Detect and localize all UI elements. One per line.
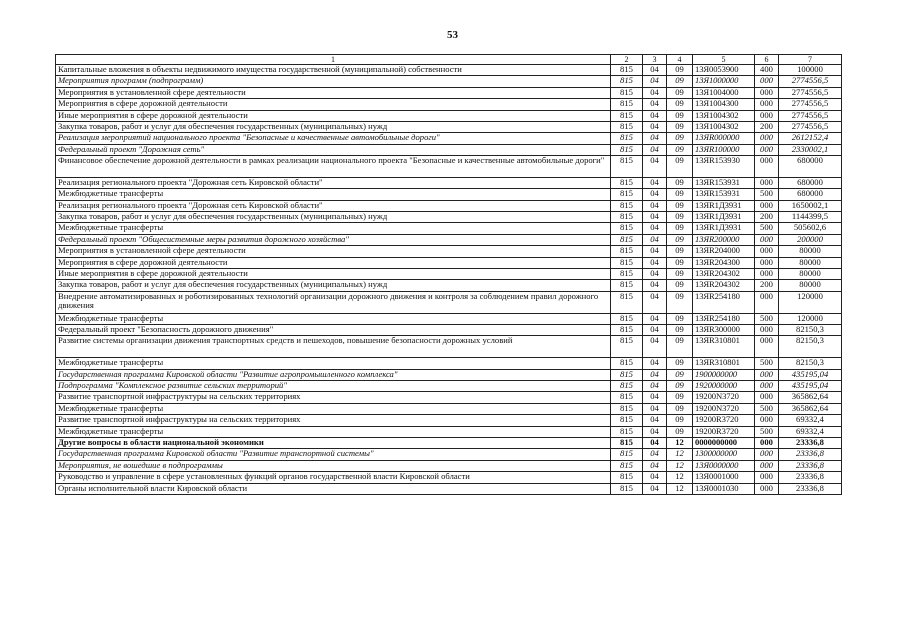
subsection-code-cell: 09 (667, 291, 693, 313)
subsection-code-cell: 09 (667, 200, 693, 211)
table-row (56, 212, 842, 223)
expense-type-cell: 000 (755, 269, 779, 280)
row-name-cell: Межбюджетные трансферты (56, 358, 611, 369)
target-article-cell: 13ЯR153931 (693, 189, 755, 200)
ministry-code-cell: 815 (611, 189, 643, 200)
target-article-cell: 13ЯR204300 (693, 257, 755, 268)
header-cell: 7 (779, 55, 842, 65)
subsection-code-cell: 12 (667, 472, 693, 483)
amount-cell: 1650002,1 (779, 200, 842, 211)
expense-type-cell: 000 (755, 483, 779, 494)
table-row (56, 144, 842, 155)
subsection-code-cell: 09 (667, 403, 693, 414)
target-article-cell: 13ЯR204302 (693, 280, 755, 291)
amount-cell: 435195,04 (779, 369, 842, 380)
target-article-cell: 13ЯR300000 (693, 325, 755, 336)
table-row (56, 280, 842, 291)
subsection-code-cell: 09 (667, 392, 693, 403)
amount-cell: 680000 (779, 189, 842, 200)
target-article-cell: 19200N3720 (693, 392, 755, 403)
table-row (56, 426, 842, 437)
amount-cell: 23336,8 (779, 472, 842, 483)
section-code-cell: 04 (643, 133, 667, 144)
expense-type-cell: 000 (755, 156, 779, 178)
ministry-code-cell: 815 (611, 449, 643, 460)
amount-cell: 82150,3 (779, 358, 842, 369)
expense-type-cell: 000 (755, 392, 779, 403)
subsection-code-cell: 12 (667, 437, 693, 448)
table-row (56, 336, 842, 358)
row-name-cell: Иные мероприятия в сфере дорожной деятельности (56, 110, 611, 121)
target-article-cell: 19200R3720 (693, 415, 755, 426)
ministry-code-cell: 815 (611, 392, 643, 403)
expense-type-cell: 000 (755, 234, 779, 245)
expense-type-cell: 000 (755, 87, 779, 98)
target-article-cell: 13Я0053900 (693, 65, 755, 76)
expense-type-cell: 200 (755, 280, 779, 291)
ministry-code-cell: 815 (611, 483, 643, 494)
row-name-cell: Капитальные вложения в объекты недвижимого имущества государственной (муниципальной) собственности (56, 65, 611, 76)
target-article-cell: 13ЯR1Д3931 (693, 212, 755, 223)
target-article-cell: 13Я0001000 (693, 472, 755, 483)
subsection-code-cell: 09 (667, 426, 693, 437)
section-code-cell: 04 (643, 87, 667, 98)
ministry-code-cell: 815 (611, 234, 643, 245)
target-article-cell: 13ЯR153930 (693, 156, 755, 178)
table-row (56, 392, 842, 403)
ministry-code-cell: 815 (611, 76, 643, 87)
section-code-cell: 04 (643, 156, 667, 178)
table-row (56, 76, 842, 87)
subsection-code-cell: 09 (667, 76, 693, 87)
subsection-code-cell: 09 (667, 223, 693, 234)
row-name-cell: Межбюджетные трансферты (56, 223, 611, 234)
ministry-code-cell: 815 (611, 313, 643, 324)
target-article-cell: 13ЯR153931 (693, 177, 755, 188)
row-name-cell: Реализация регионального проекта "Дорожная сеть Кировской области" (56, 200, 611, 211)
subsection-code-cell: 09 (667, 313, 693, 324)
target-article-cell: 13Я1000000 (693, 76, 755, 87)
table-row (56, 269, 842, 280)
header-cell: 4 (667, 55, 693, 65)
amount-cell: 680000 (779, 156, 842, 178)
table-row (56, 460, 842, 471)
row-name-cell: Межбюджетные трансферты (56, 426, 611, 437)
row-name-cell: Мероприятия в установленной сфере деятельности (56, 87, 611, 98)
subsection-code-cell: 09 (667, 358, 693, 369)
target-article-cell: 13Я0000000 (693, 460, 755, 471)
expense-type-cell: 000 (755, 177, 779, 188)
section-code-cell: 04 (643, 415, 667, 426)
ministry-code-cell: 815 (611, 257, 643, 268)
expense-type-cell: 000 (755, 380, 779, 391)
expense-type-cell: 000 (755, 133, 779, 144)
table-row (56, 156, 842, 178)
section-code-cell: 04 (643, 257, 667, 268)
ministry-code-cell: 815 (611, 437, 643, 448)
table-row (56, 246, 842, 257)
amount-cell: 435195,04 (779, 380, 842, 391)
table-row (56, 65, 842, 76)
subsection-code-cell: 09 (667, 257, 693, 268)
page-number: 53 (447, 29, 458, 41)
subsection-code-cell: 09 (667, 380, 693, 391)
amount-cell: 2774556,5 (779, 99, 842, 110)
subsection-code-cell: 09 (667, 234, 693, 245)
table-row (56, 87, 842, 98)
row-name-cell: Руководство и управление в сфере установленных функций органов государственной власти Кировской области (56, 472, 611, 483)
expense-type-cell: 000 (755, 449, 779, 460)
target-article-cell: 1900000000 (693, 369, 755, 380)
section-code-cell: 04 (643, 437, 667, 448)
header-cell: 6 (755, 55, 779, 65)
ministry-code-cell: 815 (611, 212, 643, 223)
table-row (56, 358, 842, 369)
subsection-code-cell: 09 (667, 369, 693, 380)
section-code-cell: 04 (643, 110, 667, 121)
section-code-cell: 04 (643, 449, 667, 460)
expense-type-cell: 000 (755, 76, 779, 87)
ministry-code-cell: 815 (611, 121, 643, 132)
row-name-cell: Государственная программа Кировской области "Развитие агропромышленного комплекса" (56, 369, 611, 380)
target-article-cell: 13ЯR1Д3931 (693, 223, 755, 234)
ministry-code-cell: 815 (611, 269, 643, 280)
row-name-cell: Органы исполнительной власти Кировской области (56, 483, 611, 494)
ministry-code-cell: 815 (611, 156, 643, 178)
header-cell: 5 (693, 55, 755, 65)
table-row (56, 110, 842, 121)
section-code-cell: 04 (643, 99, 667, 110)
expense-type-cell: 000 (755, 257, 779, 268)
header-cell: 1 (56, 55, 611, 65)
amount-cell: 680000 (779, 177, 842, 188)
section-code-cell: 04 (643, 392, 667, 403)
ministry-code-cell: 815 (611, 177, 643, 188)
table-row (56, 437, 842, 448)
ministry-code-cell: 815 (611, 415, 643, 426)
subsection-code-cell: 09 (667, 133, 693, 144)
table-row (56, 403, 842, 414)
section-code-cell: 04 (643, 223, 667, 234)
table-row (56, 99, 842, 110)
subsection-code-cell: 12 (667, 483, 693, 494)
table-row (56, 189, 842, 200)
row-name-cell: Иные мероприятия в сфере дорожной деятельности (56, 269, 611, 280)
amount-cell: 2774556,5 (779, 87, 842, 98)
amount-cell: 505602,6 (779, 223, 842, 234)
expense-type-cell: 500 (755, 426, 779, 437)
ministry-code-cell: 815 (611, 336, 643, 358)
expense-type-cell: 000 (755, 200, 779, 211)
expense-type-cell: 400 (755, 65, 779, 76)
target-article-cell: 13ЯR310801 (693, 336, 755, 358)
target-article-cell: 13ЯR1Д3931 (693, 200, 755, 211)
ministry-code-cell: 815 (611, 403, 643, 414)
subsection-code-cell: 09 (667, 87, 693, 98)
subsection-code-cell: 09 (667, 177, 693, 188)
table-row (56, 200, 842, 211)
amount-cell: 365862,64 (779, 392, 842, 403)
table-row (56, 223, 842, 234)
section-code-cell: 04 (643, 358, 667, 369)
subsection-code-cell: 09 (667, 121, 693, 132)
expense-type-cell: 000 (755, 369, 779, 380)
subsection-code-cell: 09 (667, 156, 693, 178)
ministry-code-cell: 815 (611, 65, 643, 76)
expense-type-cell: 000 (755, 291, 779, 313)
amount-cell: 2774556,5 (779, 110, 842, 121)
section-code-cell: 04 (643, 65, 667, 76)
expense-type-cell: 000 (755, 472, 779, 483)
expense-type-cell: 500 (755, 358, 779, 369)
section-code-cell: 04 (643, 325, 667, 336)
ministry-code-cell: 815 (611, 144, 643, 155)
subsection-code-cell: 09 (667, 65, 693, 76)
expense-type-cell: 200 (755, 212, 779, 223)
target-article-cell: 13ЯR100000 (693, 144, 755, 155)
amount-cell: 2612152,4 (779, 133, 842, 144)
row-name-cell: Развитие системы организации движения транспортных средств и пешеходов, повышение безопасности дорожных условий (56, 336, 611, 358)
row-name-cell: Мероприятия, не вошедшие в подпрограммы (56, 460, 611, 471)
subsection-code-cell: 09 (667, 189, 693, 200)
amount-cell: 80000 (779, 280, 842, 291)
table-row (56, 291, 842, 313)
target-article-cell: 19200N3720 (693, 403, 755, 414)
table-row (56, 483, 842, 494)
section-code-cell: 04 (643, 460, 667, 471)
ministry-code-cell: 815 (611, 380, 643, 391)
target-article-cell: 13Я1004302 (693, 121, 755, 132)
target-article-cell: 13Я1004000 (693, 87, 755, 98)
amount-cell: 69332,4 (779, 426, 842, 437)
row-name-cell: Федеральный проект "Общесистемные меры развития дорожного хозяйства" (56, 234, 611, 245)
expense-type-cell: 200 (755, 121, 779, 132)
expense-type-cell: 500 (755, 223, 779, 234)
expense-type-cell: 500 (755, 313, 779, 324)
row-name-cell: Мероприятия в сфере дорожной деятельности (56, 257, 611, 268)
table-row (56, 257, 842, 268)
amount-cell: 80000 (779, 246, 842, 257)
target-article-cell: 1920000000 (693, 380, 755, 391)
row-name-cell: Федеральный проект "Дорожная сеть" (56, 144, 611, 155)
amount-cell: 120000 (779, 291, 842, 313)
budget-table (55, 54, 842, 495)
amount-cell: 80000 (779, 269, 842, 280)
expense-type-cell: 000 (755, 246, 779, 257)
ministry-code-cell: 815 (611, 99, 643, 110)
row-name-cell: Закупка товаров, работ и услуг для обеспечения государственных (муниципальных) нужд (56, 212, 611, 223)
section-code-cell: 04 (643, 426, 667, 437)
table-row (56, 369, 842, 380)
section-code-cell: 04 (643, 212, 667, 223)
section-code-cell: 04 (643, 336, 667, 358)
amount-cell: 1144399,5 (779, 212, 842, 223)
row-name-cell: Финансовое обеспечение дорожной деятельности в рамках реализации национального проекта "Безопасные и качественные автомобильные дороги" (56, 156, 611, 178)
target-article-cell: 0000000000 (693, 437, 755, 448)
ministry-code-cell: 815 (611, 460, 643, 471)
target-article-cell: 13Я1004302 (693, 110, 755, 121)
target-article-cell: 19200R3720 (693, 426, 755, 437)
row-name-cell: Мероприятия программ (подпрограмм) (56, 76, 611, 87)
table-row (56, 380, 842, 391)
row-name-cell: Федеральный проект "Безопасность дорожного движения" (56, 325, 611, 336)
subsection-code-cell: 09 (667, 144, 693, 155)
ministry-code-cell: 815 (611, 246, 643, 257)
target-article-cell: 13ЯR204302 (693, 269, 755, 280)
subsection-code-cell: 09 (667, 212, 693, 223)
amount-cell: 200000 (779, 234, 842, 245)
section-code-cell: 04 (643, 234, 667, 245)
header-cell: 2 (611, 55, 643, 65)
expense-type-cell: 500 (755, 403, 779, 414)
section-code-cell: 04 (643, 403, 667, 414)
section-code-cell: 04 (643, 291, 667, 313)
target-article-cell: 13ЯR310801 (693, 358, 755, 369)
section-code-cell: 04 (643, 369, 667, 380)
section-code-cell: 04 (643, 200, 667, 211)
subsection-code-cell: 12 (667, 449, 693, 460)
section-code-cell: 04 (643, 189, 667, 200)
amount-cell: 23336,8 (779, 483, 842, 494)
ministry-code-cell: 815 (611, 291, 643, 313)
table-row (56, 313, 842, 324)
section-code-cell: 04 (643, 144, 667, 155)
expense-type-cell: 500 (755, 189, 779, 200)
amount-cell: 23336,8 (779, 449, 842, 460)
row-name-cell: Мероприятия в установленной сфере деятельности (56, 246, 611, 257)
row-name-cell: Внедрение автоматизированных и роботизированных технологий организации дорожного движения и контроля за соблюдением правил дорожного движения (56, 291, 611, 313)
subsection-code-cell: 09 (667, 246, 693, 257)
ministry-code-cell: 815 (611, 369, 643, 380)
amount-cell: 82150,3 (779, 336, 842, 358)
row-name-cell: Мероприятия в сфере дорожной деятельности (56, 99, 611, 110)
expense-type-cell: 000 (755, 144, 779, 155)
target-article-cell: 13ЯR254180 (693, 313, 755, 324)
ministry-code-cell: 815 (611, 280, 643, 291)
section-code-cell: 04 (643, 380, 667, 391)
amount-cell: 120000 (779, 313, 842, 324)
ministry-code-cell: 815 (611, 87, 643, 98)
target-article-cell: 13ЯR200000 (693, 234, 755, 245)
table-row (56, 472, 842, 483)
subsection-code-cell: 09 (667, 280, 693, 291)
row-name-cell: Подпрограмма "Комплексное развитие сельских территорий" (56, 380, 611, 391)
ministry-code-cell: 815 (611, 426, 643, 437)
amount-cell: 82150,3 (779, 325, 842, 336)
subsection-code-cell: 09 (667, 110, 693, 121)
row-name-cell: Развитие транспортной инфраструктуры на сельских территориях (56, 415, 611, 426)
subsection-code-cell: 09 (667, 269, 693, 280)
table-row (56, 121, 842, 132)
amount-cell: 2774556,5 (779, 76, 842, 87)
section-code-cell: 04 (643, 76, 667, 87)
table-row (56, 177, 842, 188)
expense-type-cell: 000 (755, 99, 779, 110)
expense-type-cell: 000 (755, 110, 779, 121)
subsection-code-cell: 09 (667, 325, 693, 336)
section-code-cell: 04 (643, 472, 667, 483)
row-name-cell: Межбюджетные трансферты (56, 189, 611, 200)
expense-type-cell: 000 (755, 460, 779, 471)
ministry-code-cell: 815 (611, 358, 643, 369)
amount-cell: 365862,64 (779, 403, 842, 414)
row-name-cell: Реализация мероприятий национального проекта "Безопасные и качественные автомобильные дороги" (56, 133, 611, 144)
row-name-cell: Другие вопросы в области национальной экономики (56, 437, 611, 448)
target-article-cell: 1300000000 (693, 449, 755, 460)
amount-cell: 23336,8 (779, 460, 842, 471)
target-article-cell: 13Я1004300 (693, 99, 755, 110)
row-name-cell: Закупка товаров, работ и услуг для обеспечения государственных (муниципальных) нужд (56, 121, 611, 132)
section-code-cell: 04 (643, 269, 667, 280)
table-row (56, 133, 842, 144)
row-name-cell: Развитие транспортной инфраструктуры на сельских территориях (56, 392, 611, 403)
target-article-cell: 13ЯR000000 (693, 133, 755, 144)
table-row (56, 234, 842, 245)
row-name-cell: Закупка товаров, работ и услуг для обеспечения государственных (муниципальных) нужд (56, 280, 611, 291)
subsection-code-cell: 09 (667, 415, 693, 426)
expense-type-cell: 000 (755, 415, 779, 426)
row-name-cell: Государственная программа Кировской области "Развитие транспортной системы" (56, 449, 611, 460)
table-row (56, 415, 842, 426)
amount-cell: 69332,4 (779, 415, 842, 426)
ministry-code-cell: 815 (611, 200, 643, 211)
amount-cell: 2330002,1 (779, 144, 842, 155)
amount-cell: 23336,8 (779, 437, 842, 448)
amount-cell: 80000 (779, 257, 842, 268)
target-article-cell: 13ЯR204000 (693, 246, 755, 257)
header-row (56, 55, 842, 65)
section-code-cell: 04 (643, 313, 667, 324)
amount-cell: 2774556,5 (779, 121, 842, 132)
subsection-code-cell: 12 (667, 460, 693, 471)
table-row (56, 449, 842, 460)
ministry-code-cell: 815 (611, 110, 643, 121)
header-cell: 3 (643, 55, 667, 65)
row-name-cell: Реализация регионального проекта "Дорожная сеть Кировской области" (56, 177, 611, 188)
ministry-code-cell: 815 (611, 325, 643, 336)
subsection-code-cell: 09 (667, 99, 693, 110)
target-article-cell: 13Я0001030 (693, 483, 755, 494)
section-code-cell: 04 (643, 246, 667, 257)
ministry-code-cell: 815 (611, 223, 643, 234)
table-row (56, 325, 842, 336)
ministry-code-cell: 815 (611, 133, 643, 144)
section-code-cell: 04 (643, 280, 667, 291)
row-name-cell: Межбюджетные трансферты (56, 403, 611, 414)
row-name-cell: Межбюджетные трансферты (56, 313, 611, 324)
section-code-cell: 04 (643, 177, 667, 188)
subsection-code-cell: 09 (667, 336, 693, 358)
target-article-cell: 13ЯR254180 (693, 291, 755, 313)
expense-type-cell: 000 (755, 437, 779, 448)
ministry-code-cell: 815 (611, 472, 643, 483)
expense-type-cell: 000 (755, 325, 779, 336)
amount-cell: 100000 (779, 65, 842, 76)
section-code-cell: 04 (643, 483, 667, 494)
section-code-cell: 04 (643, 121, 667, 132)
expense-type-cell: 000 (755, 336, 779, 358)
